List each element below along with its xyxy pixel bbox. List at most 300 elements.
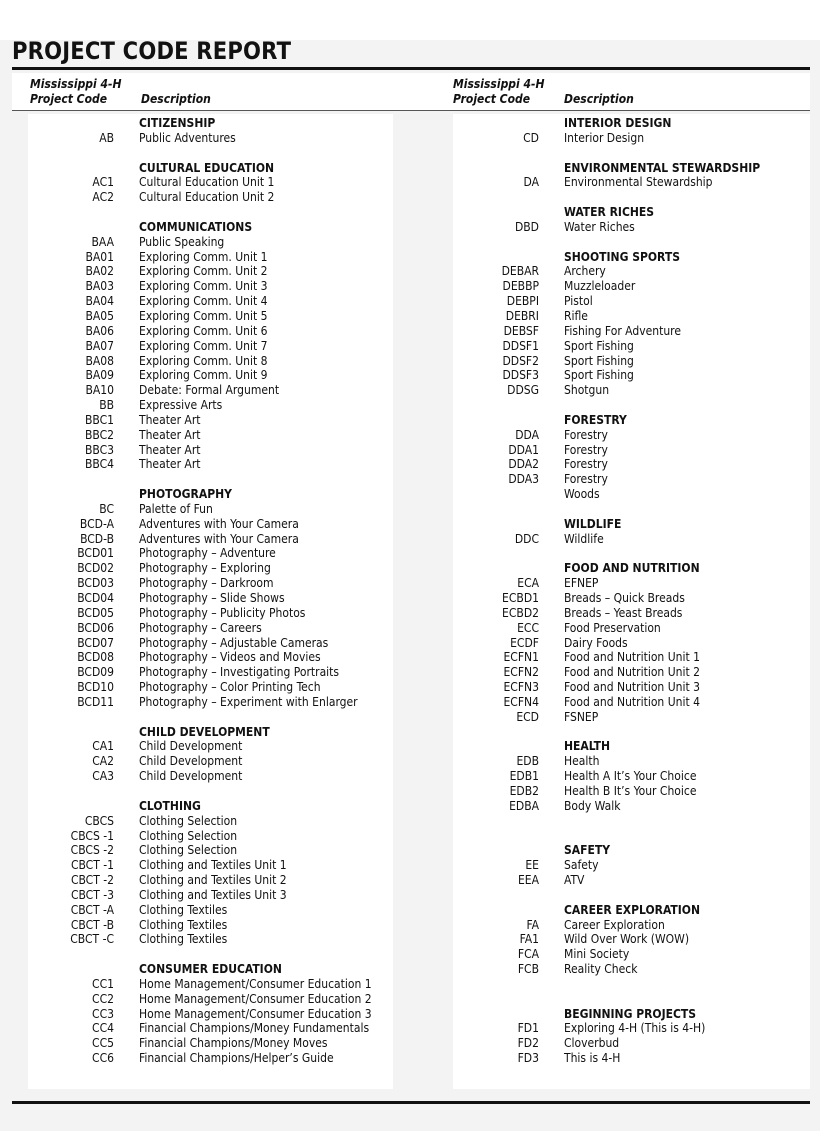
project-description: Archery xyxy=(564,264,606,279)
project-code: BBC1 xyxy=(84,412,114,427)
project-description: Photography – Slide Shows xyxy=(139,591,285,605)
project-description: Wild Over Work (WOW) xyxy=(564,932,690,947)
project-row xyxy=(28,873,393,888)
project-row xyxy=(28,398,393,413)
footer-rule xyxy=(12,1101,810,1104)
project-row xyxy=(28,650,393,665)
project-row xyxy=(453,695,810,710)
project-row xyxy=(28,1036,393,1051)
project-description: Exploring Comm. Unit 7 xyxy=(139,338,268,353)
project-description: Forestry xyxy=(564,457,608,472)
project-code: BCD08 xyxy=(77,650,114,665)
project-description: Water Riches xyxy=(564,219,635,234)
project-description: Palette of Fun xyxy=(139,501,213,516)
project-code: CBCS -2 xyxy=(70,843,114,858)
project-description: Woods xyxy=(564,487,600,502)
category-heading xyxy=(453,517,810,532)
project-code: EDB xyxy=(516,754,539,769)
project-row xyxy=(28,769,393,784)
project-description: Child Development xyxy=(139,739,243,754)
project-description: Financial Champions/Money Moves xyxy=(139,1036,328,1051)
category-heading xyxy=(453,116,810,131)
category-heading xyxy=(28,962,393,977)
category-title: HEALTH xyxy=(564,739,611,754)
project-code: BCD03 xyxy=(77,576,114,591)
project-description: Dairy Foods xyxy=(564,635,628,650)
project-row xyxy=(28,636,393,651)
project-row xyxy=(453,918,810,933)
project-description: Theater Art xyxy=(139,412,201,427)
project-row xyxy=(28,354,393,369)
header-rule xyxy=(12,110,810,111)
title-rule xyxy=(12,67,810,70)
category-heading xyxy=(453,561,810,576)
project-description: Rifle xyxy=(564,308,588,323)
project-description: Food and Nutrition Unit 1 xyxy=(564,650,700,665)
project-row xyxy=(453,858,810,873)
project-row xyxy=(28,294,393,309)
project-description: Theater Art xyxy=(139,427,201,442)
project-row xyxy=(28,992,393,1007)
project-code: BC xyxy=(99,501,114,516)
project-row xyxy=(453,710,810,725)
project-code: BA04 xyxy=(85,294,114,309)
project-description: Exploring Comm. Unit 2 xyxy=(139,264,268,279)
project-description: Forestry xyxy=(564,427,608,442)
project-description: Clothing Textiles xyxy=(139,917,228,932)
right-column-panel xyxy=(453,114,810,1089)
left-column-panel xyxy=(28,114,393,1089)
project-code: ECC xyxy=(517,620,539,635)
category-title: PHOTOGRAPHY xyxy=(139,487,232,502)
project-code: CC6 xyxy=(92,1051,114,1066)
project-row xyxy=(453,472,810,487)
project-code: DEBPI xyxy=(506,294,539,309)
project-description: Exploring Comm. Unit 5 xyxy=(139,308,268,323)
project-code: CC4 xyxy=(92,1021,114,1036)
project-description: Food and Nutrition Unit 3 xyxy=(564,680,700,695)
project-row xyxy=(28,279,393,294)
project-code: BA03 xyxy=(85,279,114,294)
project-code: BCD10 xyxy=(77,680,114,695)
category-title: WILDLIFE xyxy=(564,516,622,531)
project-row xyxy=(28,383,393,398)
project-code: FD3 xyxy=(517,1051,539,1066)
project-description: Financial Champions/Money Fundamentals xyxy=(139,1021,370,1036)
project-code: CBCT -C xyxy=(70,932,114,947)
project-description: Clothing Textiles xyxy=(139,932,228,947)
spacer-row xyxy=(28,947,393,962)
project-row xyxy=(28,903,393,918)
right-header-description: Description xyxy=(564,92,634,106)
project-description: Safety xyxy=(564,858,599,873)
project-code: BBC2 xyxy=(84,427,114,442)
category-title: COMMUNICATIONS xyxy=(139,219,253,234)
project-code: ECFN3 xyxy=(503,680,539,695)
project-code: FD1 xyxy=(517,1021,539,1036)
project-row xyxy=(28,457,393,472)
project-description: Theater Art xyxy=(139,457,201,472)
project-row xyxy=(453,1051,810,1066)
project-code: CC3 xyxy=(92,1006,114,1021)
project-code: CBCS xyxy=(84,813,114,828)
project-description: Wildlife xyxy=(564,531,604,546)
category-title: CONSUMER EDUCATION xyxy=(139,962,282,977)
project-description: Muzzleloader xyxy=(564,279,636,294)
project-description: Photography – Adventure xyxy=(139,546,276,561)
project-code: CBCT -1 xyxy=(70,858,114,873)
project-code: DDSG xyxy=(507,383,539,398)
project-code: ECBD1 xyxy=(502,591,539,605)
project-row xyxy=(28,517,393,532)
project-row xyxy=(453,487,810,502)
project-row xyxy=(453,947,810,962)
project-description: Adventures with Your Camera xyxy=(139,531,299,546)
project-code: BCD04 xyxy=(77,591,114,605)
project-row xyxy=(28,754,393,769)
project-code: CD xyxy=(523,130,539,145)
project-code: BA07 xyxy=(85,338,114,353)
project-code: EE xyxy=(525,858,539,873)
project-description: Photography – Exploring xyxy=(139,561,271,576)
project-code: BCD-B xyxy=(80,531,114,546)
project-description: Exploring 4-H (This is 4-H) xyxy=(564,1021,706,1036)
category-heading xyxy=(28,487,393,502)
spacer-row xyxy=(28,146,393,161)
project-description: Photography – Color Printing Tech xyxy=(139,680,321,695)
project-code: CBCT -2 xyxy=(70,873,114,888)
project-row xyxy=(28,739,393,754)
project-description: Home Management/Consumer Education 3 xyxy=(139,1006,372,1021)
top-margin xyxy=(0,0,820,40)
project-description: Child Development xyxy=(139,754,243,769)
project-description: Forestry xyxy=(564,442,608,457)
project-description: Home Management/Consumer Education 2 xyxy=(139,991,372,1006)
spacer-row xyxy=(28,472,393,487)
category-heading xyxy=(28,116,393,131)
project-description: Health xyxy=(564,754,600,769)
project-code: CC2 xyxy=(92,991,114,1006)
spacer-row xyxy=(453,546,810,561)
project-description: Sport Fishing xyxy=(564,338,634,353)
project-code: AC2 xyxy=(92,190,114,205)
category-title: CITIZENSHIP xyxy=(139,116,216,130)
category-title: SAFETY xyxy=(564,843,611,858)
project-row xyxy=(28,814,393,829)
project-row xyxy=(453,576,810,591)
project-row xyxy=(453,354,810,369)
category-title: CULTURAL EDUCATION xyxy=(139,160,275,175)
project-row xyxy=(28,190,393,205)
category-heading xyxy=(453,205,810,220)
project-row xyxy=(453,784,810,799)
project-code: DDA2 xyxy=(508,457,539,472)
project-row xyxy=(28,235,393,250)
project-code: DDSF3 xyxy=(502,368,539,383)
project-code: BA09 xyxy=(85,368,114,383)
project-description: Exploring Comm. Unit 3 xyxy=(139,279,268,294)
project-code: BCD-A xyxy=(79,516,114,531)
spacer-row xyxy=(453,725,810,740)
project-code: CA3 xyxy=(92,769,114,784)
project-description: Fishing For Adventure xyxy=(564,323,681,338)
project-code: FA1 xyxy=(519,932,539,947)
project-row xyxy=(28,443,393,458)
project-code: FD2 xyxy=(517,1036,539,1051)
spacer-row xyxy=(453,502,810,517)
project-description: Interior Design xyxy=(564,130,645,145)
project-code: BA05 xyxy=(85,308,114,323)
category-title: INTERIOR DESIGN xyxy=(564,116,672,130)
project-row xyxy=(28,576,393,591)
category-heading xyxy=(453,413,810,428)
category-title: CAREER EXPLORATION xyxy=(564,902,700,917)
project-row xyxy=(453,873,810,888)
project-row xyxy=(453,591,810,606)
project-code: EDBA xyxy=(509,798,539,813)
project-code: BA06 xyxy=(85,323,114,338)
project-code: CBCT -A xyxy=(70,902,114,917)
project-description: This is 4-H xyxy=(564,1051,621,1066)
project-row xyxy=(453,264,810,279)
project-row xyxy=(28,532,393,547)
project-code: DDSF2 xyxy=(502,353,539,368)
project-row xyxy=(28,843,393,858)
project-code: ECD xyxy=(516,709,539,724)
project-code: ECFN1 xyxy=(503,650,539,665)
project-row xyxy=(453,680,810,695)
project-description: Forestry xyxy=(564,472,608,487)
project-code: CC5 xyxy=(92,1036,114,1051)
project-description: Clothing and Textiles Unit 1 xyxy=(139,858,287,873)
project-row xyxy=(453,754,810,769)
category-heading xyxy=(453,903,810,918)
project-code: EDB1 xyxy=(509,769,539,784)
left-header-org: Mississippi 4-H xyxy=(30,77,122,91)
project-row xyxy=(453,769,810,784)
project-row xyxy=(28,829,393,844)
project-code: BCD05 xyxy=(77,605,114,620)
project-code: BCD11 xyxy=(77,694,114,709)
project-row xyxy=(28,977,393,992)
category-heading xyxy=(28,799,393,814)
project-row xyxy=(453,665,810,680)
project-code: DEBAR xyxy=(501,264,539,279)
category-title: CHILD DEVELOPMENT xyxy=(139,724,270,739)
project-row xyxy=(28,339,393,354)
project-code: ECDF xyxy=(510,635,539,650)
project-code: BBC4 xyxy=(84,457,114,472)
project-row xyxy=(453,175,810,190)
project-row xyxy=(453,443,810,458)
project-code: BBC3 xyxy=(84,442,114,457)
project-row xyxy=(453,606,810,621)
project-description: Environmental Stewardship xyxy=(564,175,713,190)
project-row xyxy=(453,309,810,324)
project-code: BA01 xyxy=(85,249,114,264)
project-row xyxy=(28,888,393,903)
project-row xyxy=(453,636,810,651)
category-title: SHOOTING SPORTS xyxy=(564,249,680,264)
project-description: Breads – Yeast Breads xyxy=(564,605,683,620)
project-description: Pistol xyxy=(564,294,593,309)
spacer-row xyxy=(453,190,810,205)
category-heading xyxy=(453,1007,810,1022)
project-row xyxy=(28,695,393,710)
project-row xyxy=(453,131,810,146)
project-description: Clothing Selection xyxy=(139,828,238,843)
project-code: BB xyxy=(99,398,114,413)
project-code: BCD09 xyxy=(77,665,114,680)
project-row xyxy=(28,264,393,279)
project-code: DEBBP xyxy=(502,279,539,294)
project-row xyxy=(28,591,393,606)
project-row xyxy=(453,383,810,398)
category-title: ENVIRONMENTAL STEWARDSHIP xyxy=(564,160,761,175)
project-row xyxy=(28,606,393,621)
project-description: Debate: Formal Argument xyxy=(139,383,280,398)
project-row xyxy=(28,621,393,636)
project-code: BCD01 xyxy=(77,546,114,561)
project-code: ECA xyxy=(517,576,539,591)
project-description: EFNEP xyxy=(564,576,599,591)
project-row xyxy=(453,294,810,309)
project-code: DDA3 xyxy=(508,472,539,487)
project-code: FA xyxy=(526,917,539,932)
project-row xyxy=(28,665,393,680)
project-description: Cultural Education Unit 2 xyxy=(139,190,275,205)
project-code: CC1 xyxy=(92,976,114,991)
project-description: Photography – Darkroom xyxy=(139,576,274,591)
right-header-org: Mississippi 4-H xyxy=(453,77,545,91)
project-description: Photography – Careers xyxy=(139,620,262,635)
project-description: Adventures with Your Camera xyxy=(139,516,299,531)
project-code: BCD07 xyxy=(77,635,114,650)
project-row xyxy=(453,457,810,472)
project-code: CBCS -1 xyxy=(70,828,114,843)
project-description: Clothing and Textiles Unit 2 xyxy=(139,873,287,888)
category-title: FOOD AND NUTRITION xyxy=(564,561,700,576)
project-description: Exploring Comm. Unit 9 xyxy=(139,368,268,383)
project-row xyxy=(453,220,810,235)
project-description: Clothing Selection xyxy=(139,813,238,828)
project-description: Shotgun xyxy=(564,383,610,398)
project-code: BA10 xyxy=(85,383,114,398)
project-description: Cloverbud xyxy=(564,1036,620,1051)
category-heading xyxy=(453,161,810,176)
category-heading xyxy=(28,220,393,235)
project-row xyxy=(453,621,810,636)
project-description: FSNEP xyxy=(564,709,599,724)
project-row xyxy=(28,561,393,576)
left-code-list xyxy=(28,116,393,1066)
project-row xyxy=(28,918,393,933)
project-row xyxy=(453,368,810,383)
project-code: CBCT -3 xyxy=(70,887,114,902)
project-row xyxy=(28,413,393,428)
project-description: Food and Nutrition Unit 2 xyxy=(564,665,700,680)
project-description: Cultural Education Unit 1 xyxy=(139,175,275,190)
project-description: Clothing Textiles xyxy=(139,902,228,917)
category-title: CLOTHING xyxy=(139,798,201,813)
project-description: Exploring Comm. Unit 6 xyxy=(139,323,268,338)
project-code: ECFN2 xyxy=(503,665,539,680)
project-row xyxy=(453,532,810,547)
left-header-description: Description xyxy=(141,92,211,106)
project-code: DDA1 xyxy=(508,442,539,457)
project-row xyxy=(28,250,393,265)
project-code: BCD06 xyxy=(77,620,114,635)
project-description: Exploring Comm. Unit 8 xyxy=(139,353,268,368)
project-row xyxy=(453,1021,810,1036)
project-description: Theater Art xyxy=(139,442,201,457)
column-header-band xyxy=(12,73,810,110)
project-description: Exploring Comm. Unit 1 xyxy=(139,249,268,264)
project-description: Health B It’s Your Choice xyxy=(564,783,697,798)
project-description: Public Speaking xyxy=(139,234,225,249)
project-description: Clothing and Textiles Unit 3 xyxy=(139,887,287,902)
project-code: FCB xyxy=(517,962,539,977)
spacer-row xyxy=(28,710,393,725)
project-row xyxy=(453,428,810,443)
project-row xyxy=(28,1051,393,1066)
project-row xyxy=(28,680,393,695)
project-code: BCD02 xyxy=(77,561,114,576)
project-description: Expressive Arts xyxy=(139,398,223,413)
project-row xyxy=(28,858,393,873)
project-code: ECFN4 xyxy=(503,694,539,709)
right-header-code: Project Code xyxy=(453,92,531,106)
project-description: Home Management/Consumer Education 1 xyxy=(139,976,372,991)
category-title: WATER RICHES xyxy=(564,205,655,220)
project-code: BAA xyxy=(91,234,114,249)
project-row xyxy=(453,1036,810,1051)
project-description: Sport Fishing xyxy=(564,368,634,383)
project-description: Health A It’s Your Choice xyxy=(564,769,697,784)
project-description: Photography – Publicity Photos xyxy=(139,605,306,620)
project-description: Exploring Comm. Unit 4 xyxy=(139,294,268,309)
project-description: Career Exploration xyxy=(564,917,665,932)
category-heading xyxy=(453,739,810,754)
report-title: PROJECT CODE REPORT xyxy=(12,37,292,65)
spacer-row xyxy=(28,784,393,799)
project-row xyxy=(28,428,393,443)
project-description: Photography – Investigating Portraits xyxy=(139,665,340,680)
category-title: BEGINNING PROJECTS xyxy=(564,1006,697,1021)
spacer-row xyxy=(453,888,810,903)
project-row xyxy=(28,324,393,339)
project-code: AB xyxy=(99,130,114,145)
project-row xyxy=(28,309,393,324)
project-code: DEBSF xyxy=(503,323,539,338)
project-code: DDSF1 xyxy=(502,338,539,353)
project-code: EEA xyxy=(517,873,539,888)
project-code: AC1 xyxy=(92,175,114,190)
category-heading xyxy=(28,161,393,176)
project-code: DBD xyxy=(514,219,539,234)
project-row xyxy=(28,175,393,190)
project-description: Food and Nutrition Unit 4 xyxy=(564,694,700,709)
project-description: ATV xyxy=(564,873,585,888)
project-row xyxy=(453,650,810,665)
project-description: Clothing Selection xyxy=(139,843,238,858)
project-description: Financial Champions/Helper’s Guide xyxy=(139,1051,334,1066)
project-description: Public Adventures xyxy=(139,130,236,145)
spacer-row xyxy=(453,829,810,844)
category-heading xyxy=(453,250,810,265)
project-row xyxy=(28,368,393,383)
project-code: DDC xyxy=(514,531,539,546)
